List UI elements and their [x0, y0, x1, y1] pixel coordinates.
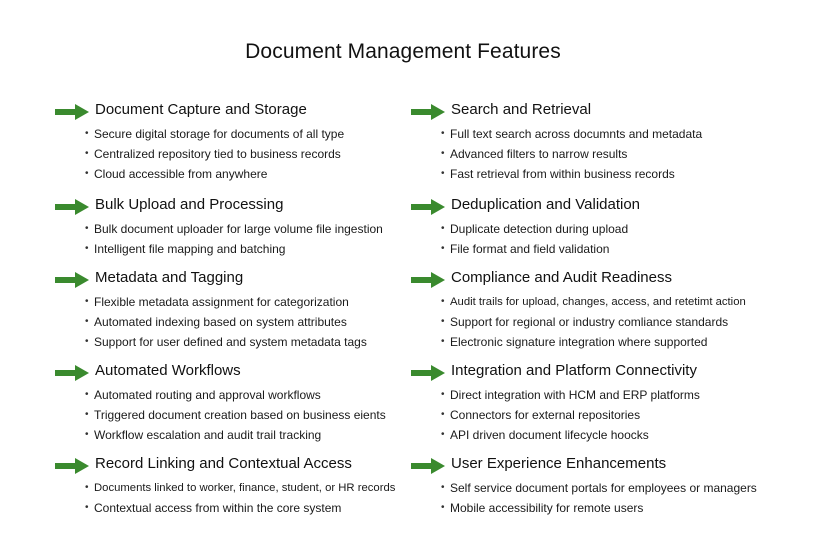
- bullet-dot: •: [85, 336, 89, 347]
- right-arrow-icon: [55, 272, 89, 288]
- section-heading: Compliance and Audit Readiness: [451, 269, 672, 286]
- section-heading: Automated Workflows: [95, 362, 241, 379]
- list-item: [55, 292, 425, 312]
- bullet-dot: •: [441, 168, 445, 179]
- list-item-text: Automated routing and approval workflows: [94, 388, 321, 402]
- list-item: [411, 124, 806, 144]
- list-item: [411, 332, 806, 352]
- right-arrow-icon: [411, 272, 445, 288]
- bullet-dot: •: [441, 429, 445, 440]
- list-item-text: Electronic signature integration where supported: [450, 335, 708, 349]
- list-item-text: Triggered document creation based on business eients: [94, 408, 386, 422]
- list-item: [411, 312, 806, 332]
- bullet-list: [411, 385, 806, 445]
- section-heading-row: [55, 100, 425, 124]
- bullet-dot: •: [441, 409, 445, 420]
- section-heading-row: [411, 195, 806, 219]
- section-heading: Search and Retrieval: [451, 101, 592, 118]
- bullet-dot: •: [85, 168, 89, 179]
- section-heading-row: [411, 454, 806, 478]
- section-heading: Bulk Upload and Processing: [95, 196, 284, 213]
- bullet-dot: •: [441, 223, 445, 234]
- list-item-text: Bulk document uploader for large volume file ingestion: [94, 222, 383, 236]
- feature-section: [55, 100, 425, 184]
- bullet-dot: •: [85, 409, 89, 420]
- list-item: [55, 239, 425, 259]
- list-item: [55, 425, 425, 445]
- bullet-dot: •: [441, 389, 445, 400]
- bullet-dot: •: [85, 482, 89, 493]
- feature-section: [411, 268, 806, 352]
- bullet-dot: •: [441, 336, 445, 347]
- section-heading-row: [55, 268, 425, 292]
- list-item-text: Intelligent file mapping and batching: [94, 242, 286, 256]
- section-heading-row: [411, 268, 806, 292]
- list-item: [55, 498, 425, 518]
- feature-section: [55, 268, 425, 352]
- bullet-dot: •: [85, 128, 89, 139]
- list-item: [411, 219, 806, 239]
- feature-section: [55, 454, 425, 518]
- bullet-list: [55, 219, 425, 259]
- feature-section: [411, 195, 806, 259]
- list-item: [411, 498, 806, 518]
- list-item: [55, 405, 425, 425]
- list-item-text: Self service document portals for employees or managers: [450, 481, 757, 495]
- list-item: [55, 312, 425, 332]
- bullet-dot: •: [441, 148, 445, 159]
- list-item-text: Support for regional or industry comliance standards: [450, 315, 729, 329]
- bullet-list: [411, 292, 806, 352]
- section-heading-row: [411, 361, 806, 385]
- list-item-text: Duplicate detection during upload: [450, 222, 629, 236]
- section-heading: Document Capture and Storage: [95, 101, 307, 118]
- list-item-text: Fast retrieval from within business records: [450, 167, 675, 181]
- section-heading: User Experience Enhancements: [451, 455, 667, 472]
- list-item-text: Support for user defined and system metadata tags: [94, 335, 367, 349]
- list-item-text: Flexible metadata assignment for categorization: [94, 295, 349, 309]
- list-item-text: API driven document lifecycle hoocks: [450, 428, 649, 442]
- bullet-list: [55, 124, 425, 184]
- section-heading-row: [55, 361, 425, 385]
- right-arrow-icon: [55, 458, 89, 474]
- list-item-text: Full text search across documnts and metadata: [450, 127, 703, 141]
- bullet-dot: •: [85, 502, 89, 513]
- list-item: [55, 124, 425, 144]
- bullet-list: [411, 124, 806, 184]
- right-arrow-icon: [55, 104, 89, 120]
- feature-section: [411, 361, 806, 445]
- list-item-text: Centralized repository tied to business records: [94, 147, 341, 161]
- bullet-dot: •: [441, 243, 445, 254]
- bullet-list: [55, 385, 425, 445]
- list-item: [411, 405, 806, 425]
- list-item: [55, 144, 425, 164]
- list-item-text: File format and field validation: [450, 242, 610, 256]
- bullet-dot: •: [441, 128, 445, 139]
- right-arrow-icon: [55, 199, 89, 215]
- bullet-dot: •: [441, 316, 445, 327]
- list-item-text: Contextual access from within the core system: [94, 501, 342, 515]
- right-arrow-icon: [411, 199, 445, 215]
- section-heading: Record Linking and Contextual Access: [95, 455, 352, 472]
- list-item: [55, 385, 425, 405]
- feature-section: [411, 100, 806, 184]
- list-item: [55, 164, 425, 184]
- list-item-text: Workflow escalation and audit trail tracking: [94, 428, 322, 442]
- list-item-text: Direct integration with HCM and ERP platforms: [450, 388, 700, 402]
- list-item-text: Secure digital storage for documents of all type: [94, 127, 345, 141]
- list-item: [411, 144, 806, 164]
- list-item-text: Mobile accessibility for remote users: [450, 501, 644, 515]
- bullet-dot: •: [441, 502, 445, 513]
- section-heading: Metadata and Tagging: [95, 269, 244, 286]
- list-item: [55, 219, 425, 239]
- list-item-text: Connectors for external repositories: [450, 408, 641, 422]
- list-item-text: Advanced filters to narrow results: [450, 147, 628, 161]
- bullet-dot: •: [85, 389, 89, 400]
- section-heading: Deduplication and Validation: [451, 196, 641, 213]
- list-item: [55, 478, 425, 498]
- bullet-list: [411, 219, 806, 259]
- bullet-dot: •: [85, 316, 89, 327]
- list-item: [55, 332, 425, 352]
- bullet-dot: •: [85, 148, 89, 159]
- bullet-dot: •: [85, 296, 89, 307]
- section-heading-row: [55, 195, 425, 219]
- section-heading-row: [55, 454, 425, 478]
- feature-section: [411, 454, 806, 518]
- right-arrow-icon: [55, 365, 89, 381]
- bullet-list: [55, 292, 425, 352]
- list-item-text: Documents linked to worker, finance, student, or HR records: [94, 482, 396, 494]
- list-item: [411, 425, 806, 445]
- list-item-text: Automated indexing based on system attributes: [94, 315, 347, 329]
- bullet-list: [55, 478, 425, 518]
- bullet-dot: •: [85, 243, 89, 254]
- bullet-dot: •: [441, 482, 445, 493]
- list-item: [411, 164, 806, 184]
- list-item: [411, 385, 806, 405]
- list-item-text: Cloud accessible from anywhere: [94, 167, 268, 181]
- list-item: [411, 239, 806, 259]
- bullet-dot: •: [85, 223, 89, 234]
- bullet-list: [411, 478, 806, 518]
- right-arrow-icon: [411, 104, 445, 120]
- right-arrow-icon: [411, 365, 445, 381]
- section-heading: Integration and Platform Connectivity: [451, 362, 697, 379]
- section-heading-row: [411, 100, 806, 124]
- feature-section: [55, 361, 425, 445]
- list-item: [411, 292, 806, 312]
- bullet-dot: •: [85, 429, 89, 440]
- feature-section: [55, 195, 425, 259]
- list-item: [411, 478, 806, 498]
- list-item-text: Audit trails for upload, changes, access, and retetimt action: [450, 296, 746, 308]
- page-title: Document Management Features: [245, 40, 561, 63]
- bullet-dot: •: [441, 296, 445, 307]
- right-arrow-icon: [411, 458, 445, 474]
